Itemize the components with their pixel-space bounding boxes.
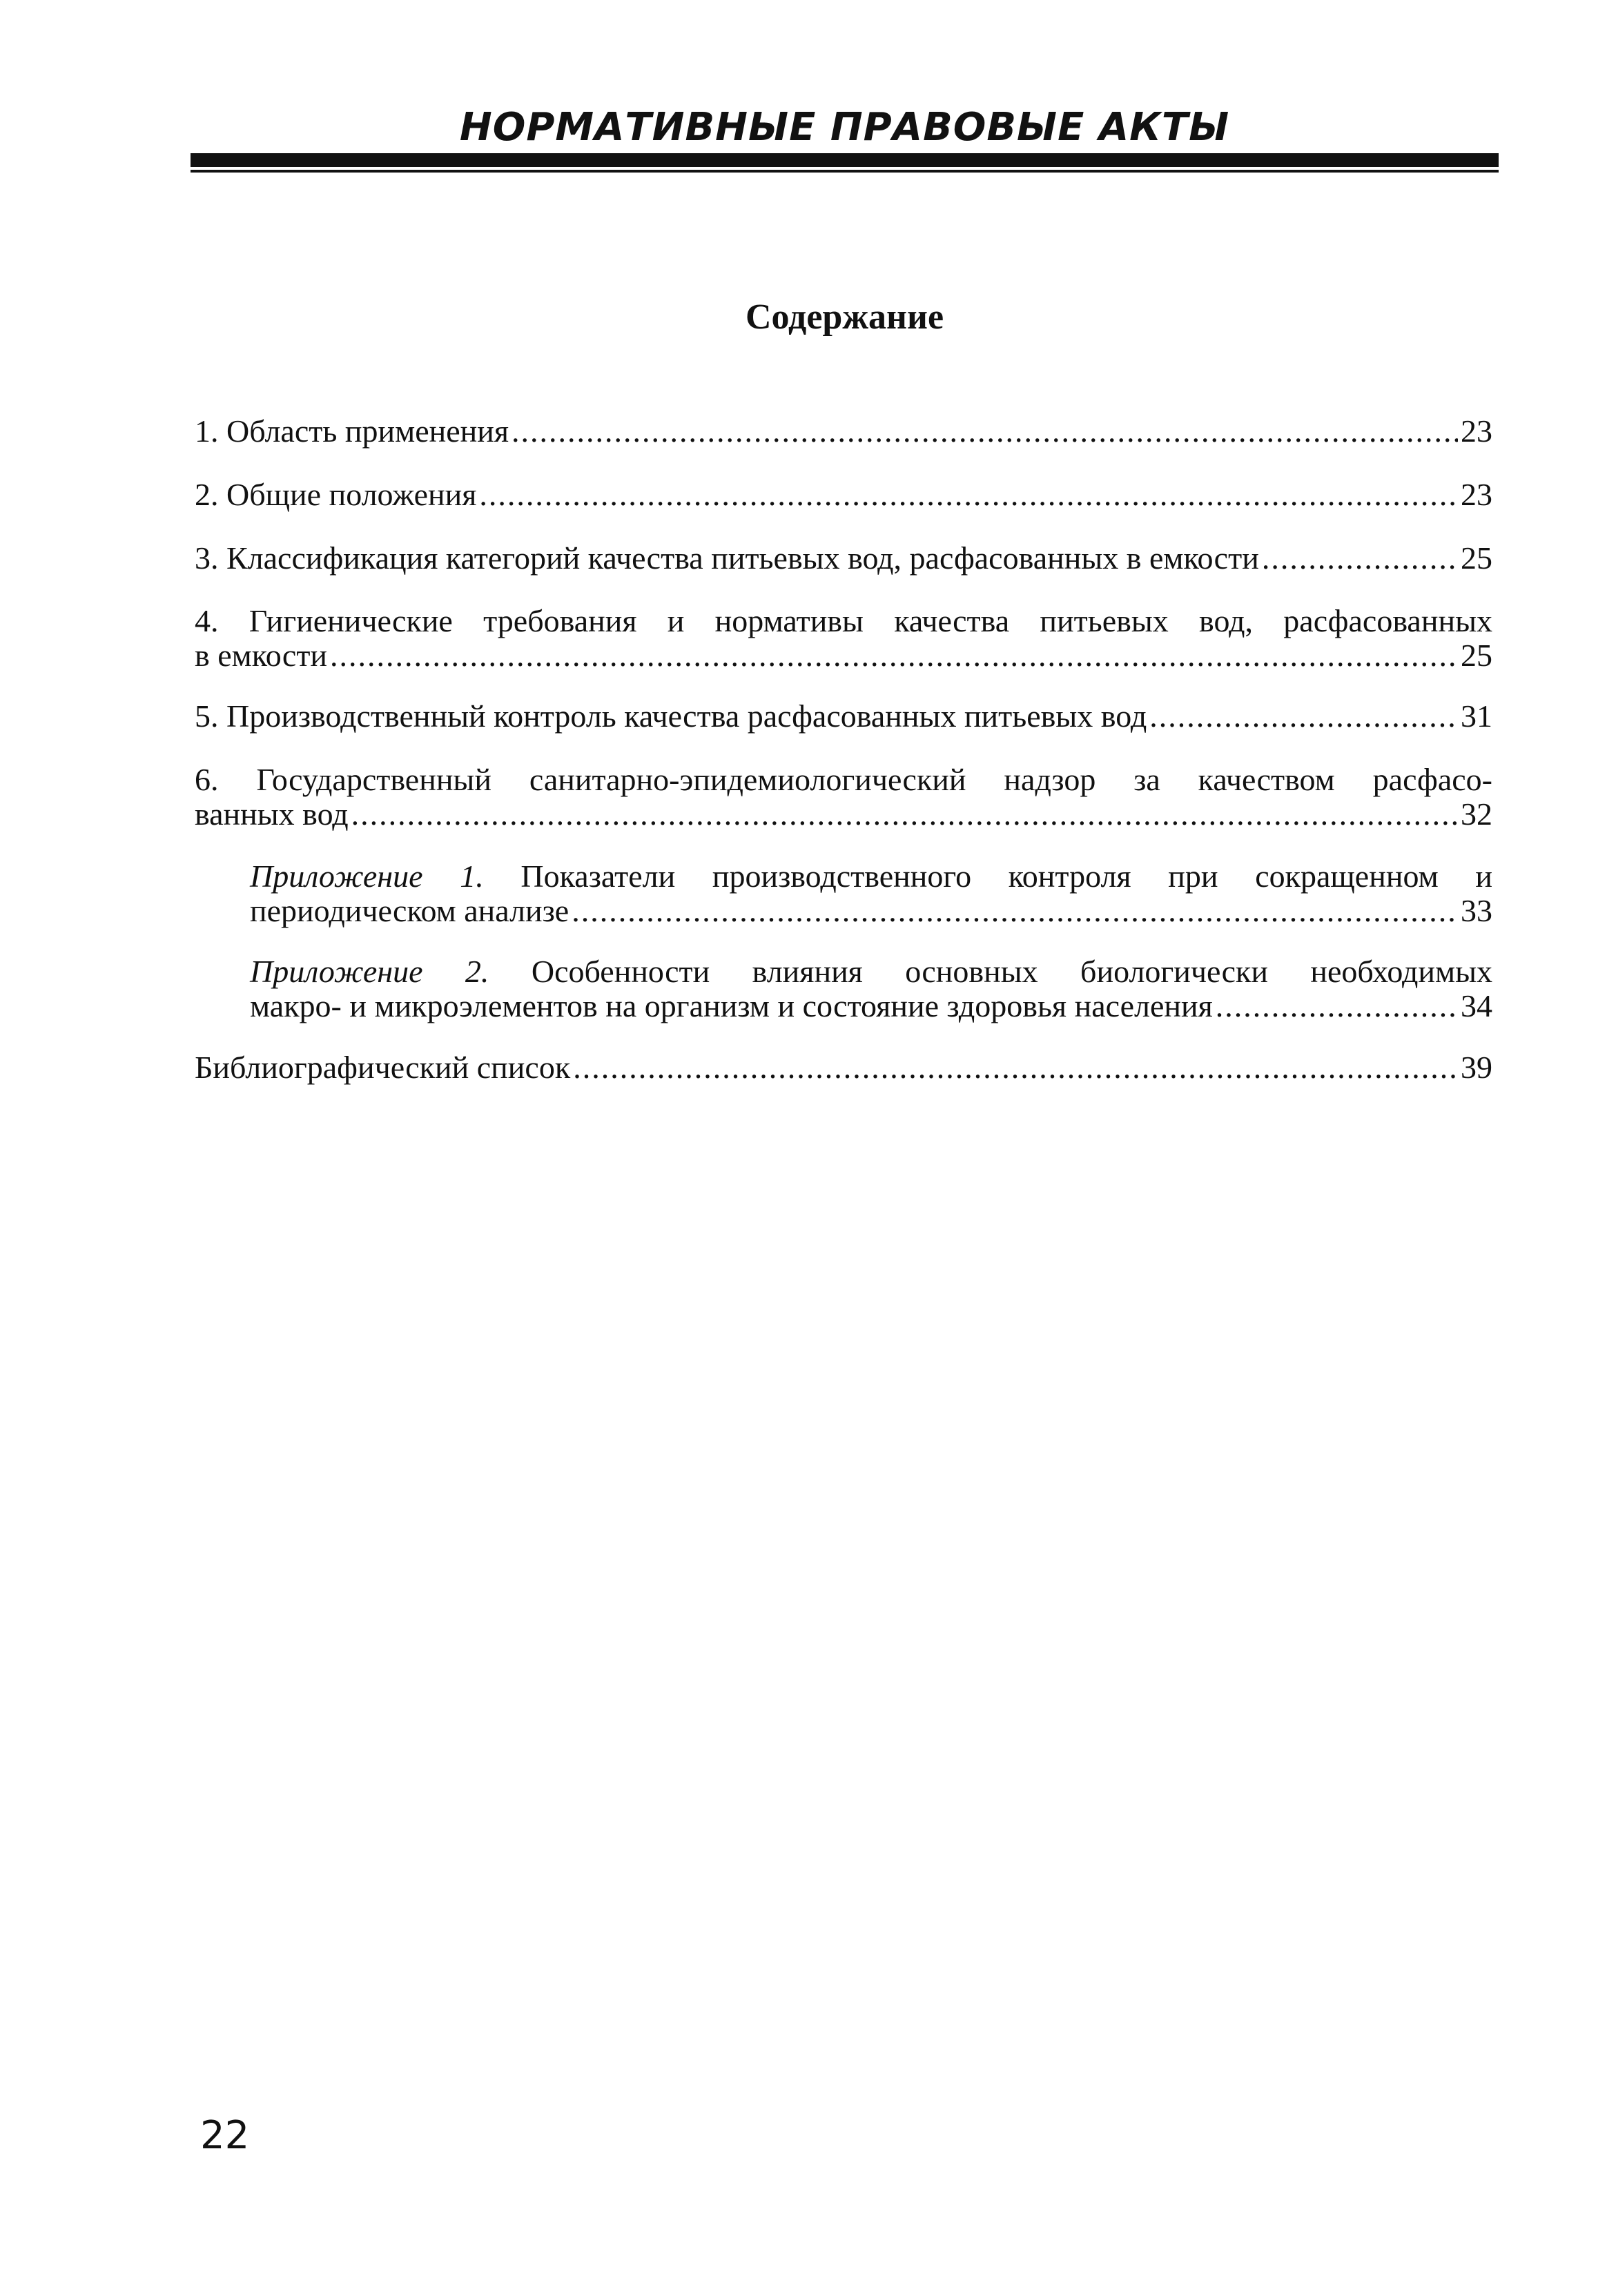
toc-entry-text: Библиографический список [195, 1050, 571, 1085]
dot-leader [1216, 989, 1458, 1023]
toc-entry-text: 3. Классификация категорий качества питьевых вод, расфасованных в емкости [195, 540, 1259, 576]
running-header: НОРМАТИВНЫЕ ПРАВОВЫЕ АКТЫ [459, 105, 1230, 150]
toc-entry-text: 1. Область применения [195, 413, 509, 449]
appendix-label: Приложение 1. [250, 858, 484, 894]
toc-entry-4[interactable] [195, 604, 1492, 673]
toc-page-number: 25 [1461, 540, 1492, 576]
toc-entry-text: 5. Производственный контроль качества расфасованных питьевых вод [195, 698, 1147, 734]
toc-entry-text: 4. Гигиенические требования и нормативы качества питьевых вод, расфасованных [195, 603, 1492, 638]
toc-entry-bibliography[interactable] [195, 1050, 1492, 1085]
toc-title: Содержание [745, 297, 944, 337]
toc-entry-text: Особенности влияния основных биологически необходимых [531, 954, 1493, 989]
dot-leader [573, 1050, 1458, 1085]
toc-entry-text: в емкости [195, 638, 328, 673]
dot-leader [330, 638, 1458, 673]
toc-entry-3[interactable] [195, 541, 1492, 576]
toc-page-number: 23 [1461, 477, 1492, 512]
toc-entry-appendix-2[interactable] [250, 954, 1492, 1023]
toc-entry-appendix-1[interactable] [250, 859, 1492, 928]
toc-page-number: 33 [1461, 893, 1492, 928]
dot-leader [479, 478, 1458, 512]
toc-entry-text: 6. Государственный санитарно-эпидемиологический надзор за качеством расфасо- [195, 762, 1492, 797]
page-number: 22 [200, 2113, 250, 2158]
toc-entry-2[interactable] [195, 478, 1492, 512]
toc-entry-1[interactable] [195, 414, 1492, 449]
toc-entry-text: периодическом анализе [250, 893, 569, 928]
dot-leader [1262, 541, 1458, 576]
toc-page-number: 39 [1461, 1050, 1492, 1085]
toc-page-number: 25 [1461, 638, 1492, 673]
dot-leader [351, 797, 1458, 832]
appendix-label: Приложение 2. [250, 954, 489, 989]
toc-page-number: 34 [1461, 988, 1492, 1023]
toc-page-number: 23 [1461, 413, 1492, 449]
toc-entry-text: макро- и микроэлементов на организм и состояние здоровья населения [250, 988, 1213, 1023]
toc-entry-text: 2. Общие положения [195, 477, 477, 512]
toc-entry-text: ванных вод [195, 796, 349, 832]
header-rule-thick [191, 153, 1499, 167]
toc-entry-5[interactable] [195, 699, 1492, 734]
dot-leader [572, 894, 1458, 928]
toc-page-number: 31 [1461, 698, 1492, 734]
dot-leader [1149, 699, 1458, 734]
dot-leader [512, 414, 1458, 449]
toc-entry-6[interactable] [195, 763, 1492, 832]
toc-page-number: 32 [1461, 796, 1492, 832]
header-rule-thin [191, 170, 1499, 173]
toc-entry-text: Показатели производственного контроля при сокращенном и [520, 858, 1492, 894]
